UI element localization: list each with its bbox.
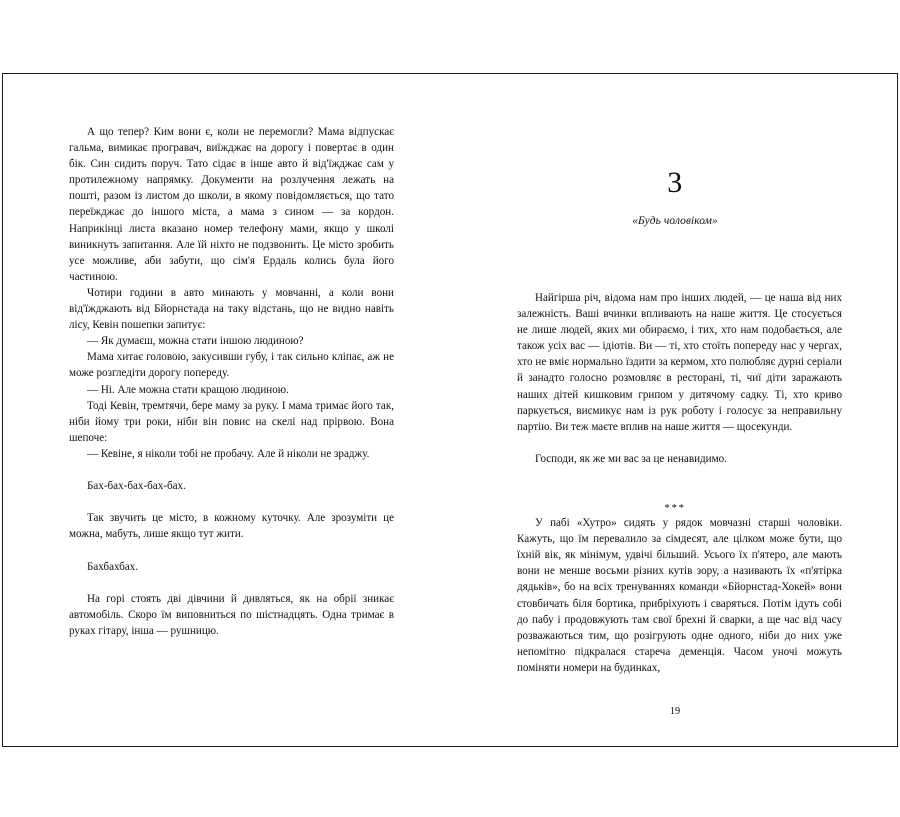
paragraph: — Кевіне, я ніколи тобі не пробачу. Але й ніколи не зраджу. (87, 447, 370, 460)
scene-break-ornament: *** (664, 502, 686, 514)
paragraph: Тоді Кевін, тремтячи, бере маму за руку. І мама тримає його так, ніби йому три роки, ніби він повис на скелі над прірвою. Вона шепоче: (69, 399, 394, 444)
paragraph: На горі стоять дві дівчини й дивляться, як на обрії зникає автомобіль. Скоро їм виповниться по шістнадцять. Одна тримає в руках гітару, інша — рушницю. (69, 592, 394, 637)
right-page-text-column (517, 290, 842, 676)
left-page-text-column (69, 124, 394, 639)
paragraph: У пабі «Хутро» сидять у рядок мовчазні старші чоловіки. Кажуть, що їм перевалило за сімдесят, але цілком може бути, що їхній вік, як мінімум, удвічі більший. Усього їх п'ятеро, але мають вони не менше восьми різних кутів зору, а називають їх «п'ятірка дядьків», бо на всіх тренуваннях команди «Бйорнстад-Хокей» вони стовбичать біля бортика, прибріхують і сваряться. Потім ідуть собі до пабу і продовжують там свої брехні й сварки, а ще час від часу розважаються тим, що розігрують одне одного, ніби до них уже непомітно підкралася стареча деменція. Часом уночі можуть поміняти номери на будинках, (517, 517, 842, 674)
chapter-number: 3 (667, 166, 683, 199)
right-page (451, 74, 898, 746)
paragraph: Бахбахбах. (87, 560, 138, 573)
page-number: 19 (669, 706, 681, 717)
book-page-spread (2, 73, 898, 747)
paragraph: — Як думаєш, можна стати іншою людиною? (87, 335, 304, 348)
paragraph: Так звучить це місто, в кожному куточку. Але зрозуміти це можна, мабуть, лише якщо тут жити. (69, 512, 394, 541)
paragraph: Чотири години в авто минають у мовчанні, а коли вони від'їжджають від Бйорнстада на таку відстань, що не видно навіть лісу, Кевін пошепки запитує: (69, 286, 394, 332)
paragraph: А що тепер? Ким вони є, коли не перемогли? Мама відпускає гальма, вимикає програвач, виїжджає на дорогу і повертає в один бік. Син сидить поруч. Тато сідає в інше авто й від'їжджає сам у протилежному напрямку. Документи на розлучення лежать на пошті, разом із листом до школи, в якому повідомляється, що тато переїжджає до іншого міста, а мама з сином — за кордон. Наприкінці листа вказано номер телефону мами, якщо у школі виникнуть запитання. Але їй ніхто не подзвонить. Це місто зробить усе можливе, аби забути, що сім'я Ердаль колись була його частиною. (69, 126, 394, 283)
paragraph: Бах-бах-бах-бах-бах. (87, 480, 186, 493)
chapter-heading (491, 166, 859, 229)
paragraph: Найгірша річ, відома нам про інших людей, — це наша від них залежність. Ваші вчинки впливають на наше життя. Це стосується не лише людей, яких ми обираємо, і тих, хто нам подобається, але також усіх вас — ідіотів. Ви — ті, хто стоїть попереду нас у чергах, хто не вміє нормально їздити за кермом, хто полюбляє дурні серіали й занадто голосно розмовляє в ресторані, ті, чиї діти заражають наших дітей кишковим грипом у дитячому садку. Ті, хто криво паркується, висмикує нам із рук роботу і голосує за неправильну партію. Ви теж маєте вплив на наше життя — щосекунди. (517, 292, 842, 433)
paragraph: — Ні. Але можна стати кращою людиною. (87, 383, 289, 396)
chapter-title: «Будь чоловіком» (632, 215, 718, 227)
left-page (3, 74, 451, 746)
paragraph: Мама хитає головою, закусивши губу, і так сильно кліпає, аж не може розгледіти дорогу попереду. (69, 351, 394, 380)
paragraph: Господи, як же ми вас за це ненавидимо. (535, 452, 727, 465)
